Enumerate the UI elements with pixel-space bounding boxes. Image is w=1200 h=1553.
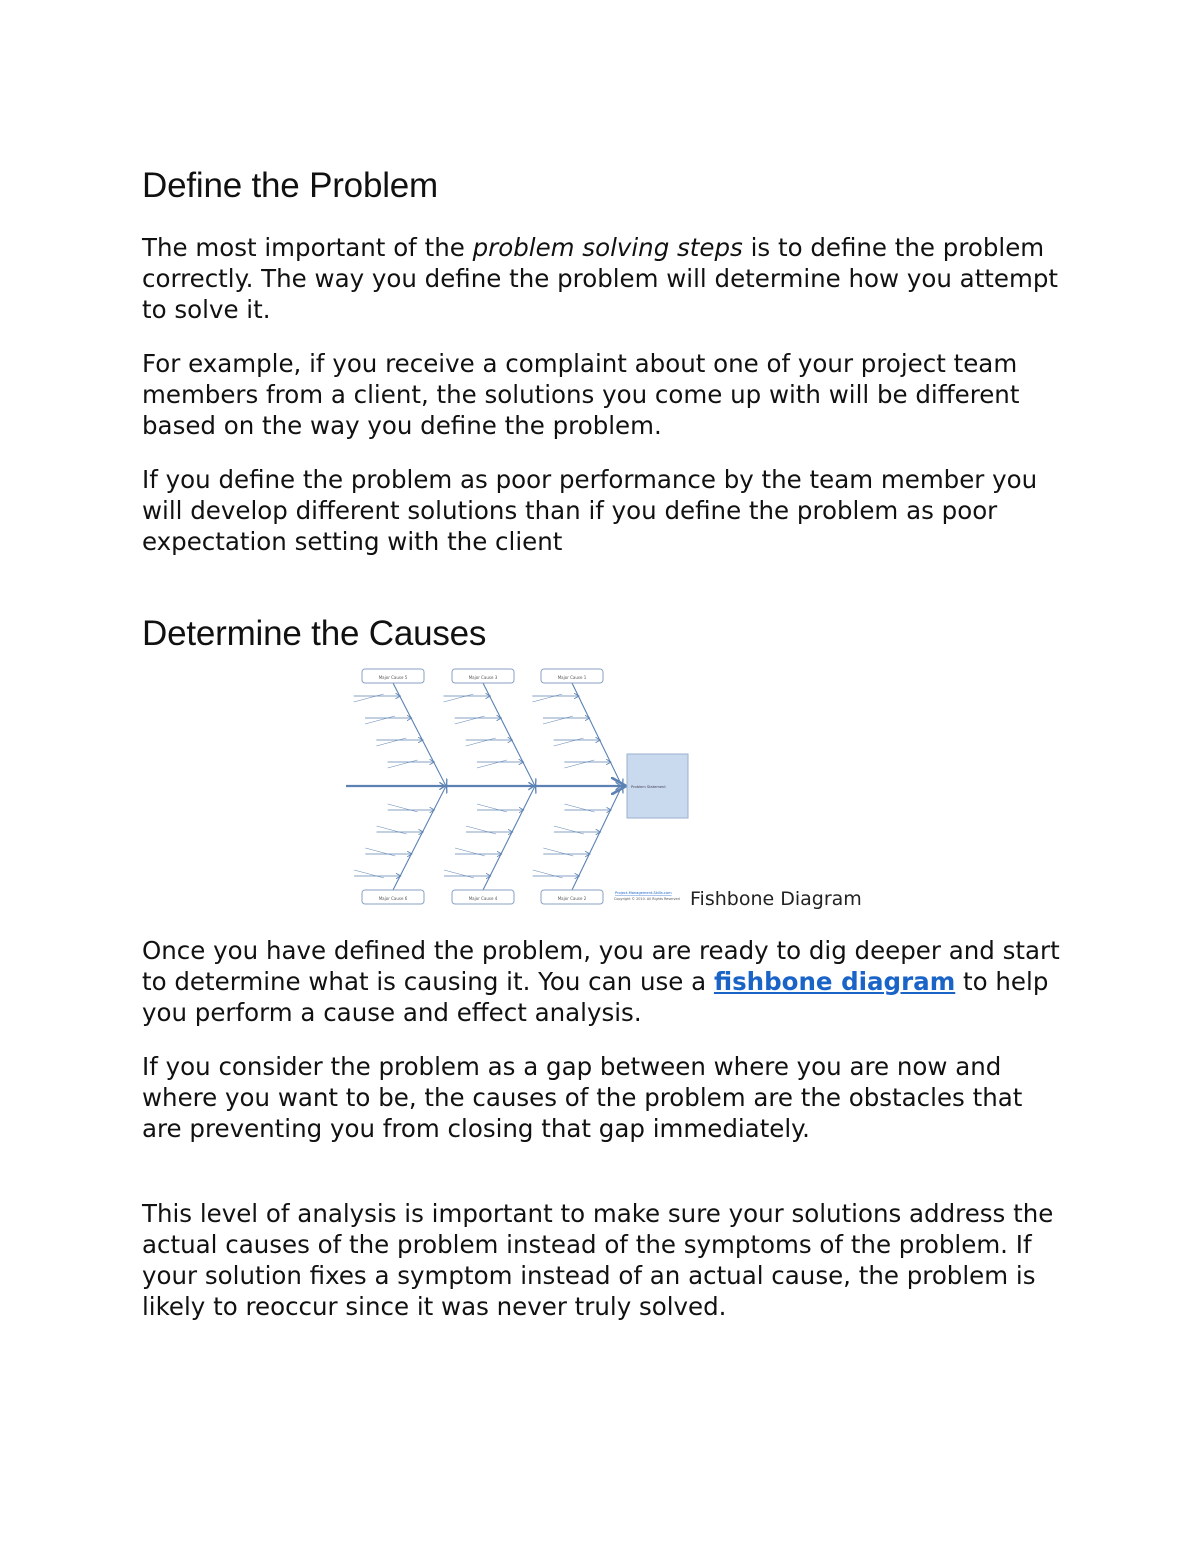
cause-label: Major Cause 2 [557,896,587,901]
figure-caption: Fishbone Diagram [690,888,862,910]
sub-bone [354,870,384,878]
major-bone [572,786,622,890]
sub-bone [564,760,594,768]
sub-bone [554,826,584,834]
sub-bone [543,848,573,856]
italic-phrase: problem solving steps [472,233,743,262]
paragraph: If you define the problem as poor performance by the team member you will develop different solutions than if you define the problem as poor expectation setting with the client [142,465,1038,556]
text-run: is to define the problem correctly. The way you define the problem will determine how you attempt to solve it. [142,233,1058,324]
paragraph: If you consider the problem as a gap between where you are now and where you want to be, the causes of the problem are the obstacles that are preventing you from closing that gap immediately. [142,1052,1023,1143]
sub-bone [455,716,485,724]
sub-bone [365,716,395,724]
text-run: to help you perform a cause and effect analysis. [142,967,1049,1027]
sub-bone [376,738,406,746]
cause-label: Major Cause 3 [468,675,498,680]
cause-label: Major Cause 4 [468,896,498,901]
sub-bone [388,804,418,812]
sub-bone [554,738,584,746]
paragraph: This level of analysis is important to make sure your solutions address the actual causes of the problem instead of the symptoms of the problem. If your solution fixes a symptom instead of an actual cause, the problem is likely to reoccur since it was never truly solved. [142,1199,1054,1321]
major-bone [393,786,446,890]
cause-label: Major Cause 6 [378,896,408,901]
sub-bone [533,870,563,878]
major-bone [393,683,446,786]
sub-bone [388,760,418,768]
sub-bone [455,848,485,856]
sub-bone [365,848,395,856]
credit-link: Project-Management-Skills.com [615,891,672,895]
fishbone-diagram-image [322,662,694,910]
section-heading-define: Define the Problem [142,166,439,205]
paragraph [142,935,1062,1028]
major-bone [483,786,535,890]
sub-bone [477,760,507,768]
sub-bone [377,826,407,834]
fishbone-bones [346,683,624,890]
text-run: The most important of the [142,233,473,262]
sub-bone [532,694,562,702]
cause-label: Major Cause 5 [378,675,408,680]
major-bone [572,683,622,786]
section-heading-causes: Determine the Causes [142,614,487,653]
credit-copyright: Copyright © 2010. All Rights Reserved [614,897,680,901]
cause-label: Major Cause 1 [557,675,587,680]
fishbone-diagram-link[interactable]: fishbone diagram [713,967,956,996]
sub-bone [354,694,384,702]
paragraph [142,232,1062,325]
sub-bone [477,804,507,812]
sub-bone [444,694,474,702]
sub-bone [564,804,594,812]
sub-bone [543,716,573,724]
sub-bone [466,738,496,746]
text-run: Once you have defined the problem, you are ready to dig deeper and start to determine what is causing it. You can use a [142,936,1060,996]
sub-bone [466,826,496,834]
paragraph: For example, if you receive a complaint about one of your project team members from a client, the solutions you come up with will be different based on the way you define the problem. [142,349,1020,440]
major-bone [483,683,535,786]
sub-bone [444,870,474,878]
problem-statement-label: Problem Statement [631,785,666,789]
